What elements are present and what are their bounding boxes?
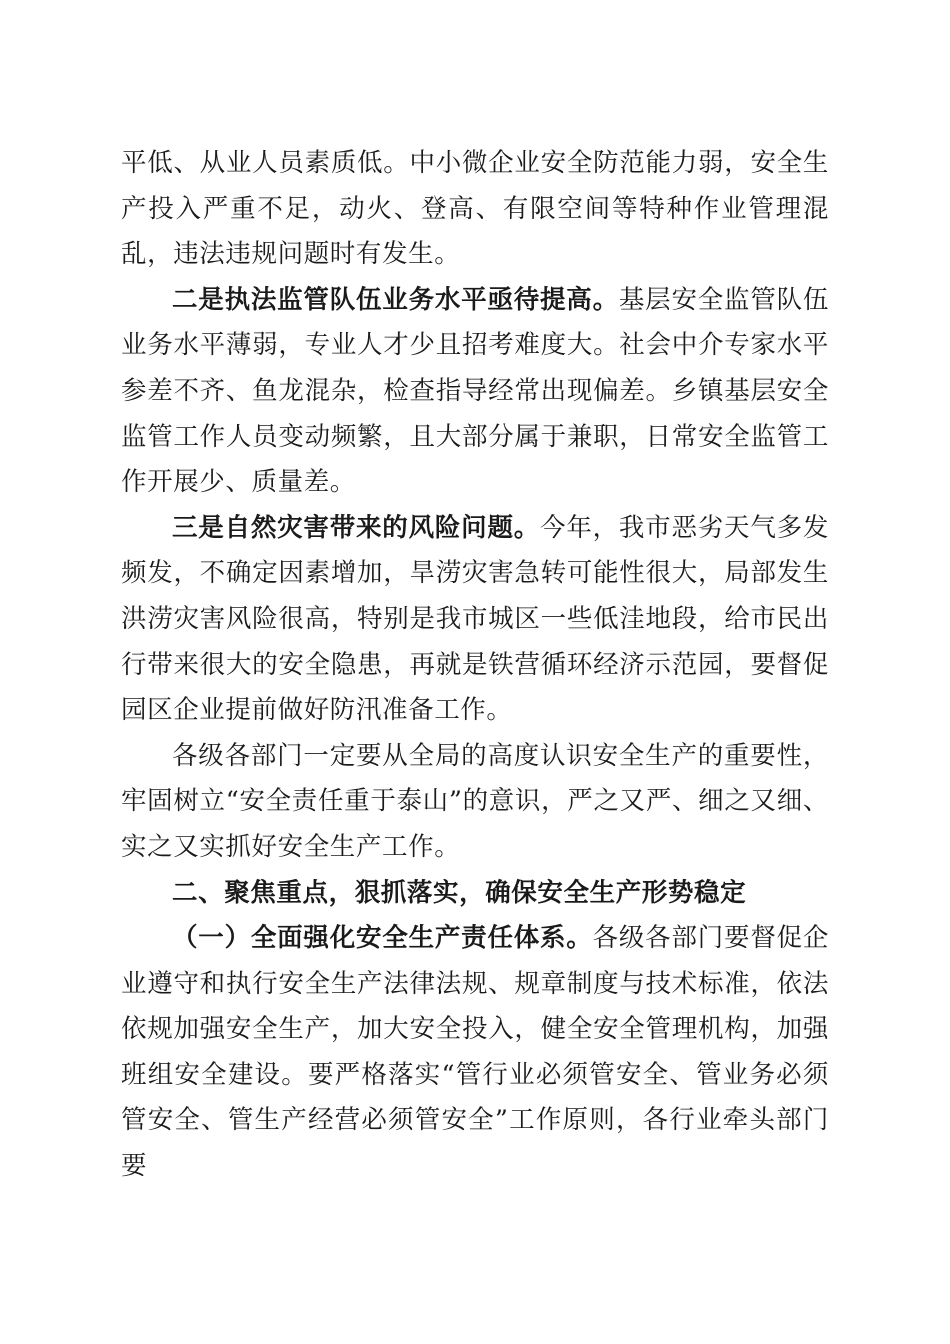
paragraph-point-three	[121, 506, 829, 734]
point-two-body: 基层安全监管队伍业务水平薄弱，专业人才少且招考难度大。社会中介专家水平参差不齐、鱼龙混杂，检查指导经常出现偏差。乡镇基层安全监管工作人员变动频繁，且大部分属于兼职，日常安全监管工作开展少、质量差。	[121, 284, 829, 498]
paragraph-continuation: 平低、从业人员素质低。中小微企业安全防范能力弱，安全生产投入严重不足，动火、登高、有限空间等特种作业管理混乱，违法违规问题时有发生。	[121, 148, 829, 270]
paragraph-summary: 各级各部门一定要从全局的高度认识安全生产的重要性，牢固树立“安全责任重于泰山”的意识，严之又严、细之又细、实之又实抓好安全生产工作。	[121, 740, 829, 862]
section-heading-two: 二、聚焦重点，狠抓落实，确保安全生产形势稳定	[172, 877, 747, 908]
point-three-body: 今年，我市恶劣天气多发频发，不确定因素增加，旱涝灾害急转可能性很大，局部发生洪涝灾害风险很高，特别是我市城区一些低洼地段，给市民出行带来很大的安全隐患，再就是铁营循环经济示范园，要督促园区企业提前做好防汛准备工作。	[121, 512, 830, 726]
paragraph-subsection-one	[121, 916, 829, 1190]
point-two-lead: 二是执法监管队伍业务水平亟待提高。	[172, 284, 619, 315]
point-three-lead: 三是自然灾害带来的风险问题。	[172, 512, 541, 543]
document-body	[121, 141, 829, 1190]
subsection-one-body: 各级各部门要督促企业遵守和执行安全生产法律法规、规章制度与技术标准，依法依规加强安全生产，加大安全投入，健全安全管理机构，加强班组安全建设。要严格落实“管行业必须管安全、管业务必须管安全、管生产经营必须管安全”工作原则，各行业牵头部门要	[121, 923, 829, 1182]
subsection-one-lead: （一）全面强化安全生产责任体系。	[172, 923, 593, 954]
paragraph-point-two	[121, 278, 829, 506]
